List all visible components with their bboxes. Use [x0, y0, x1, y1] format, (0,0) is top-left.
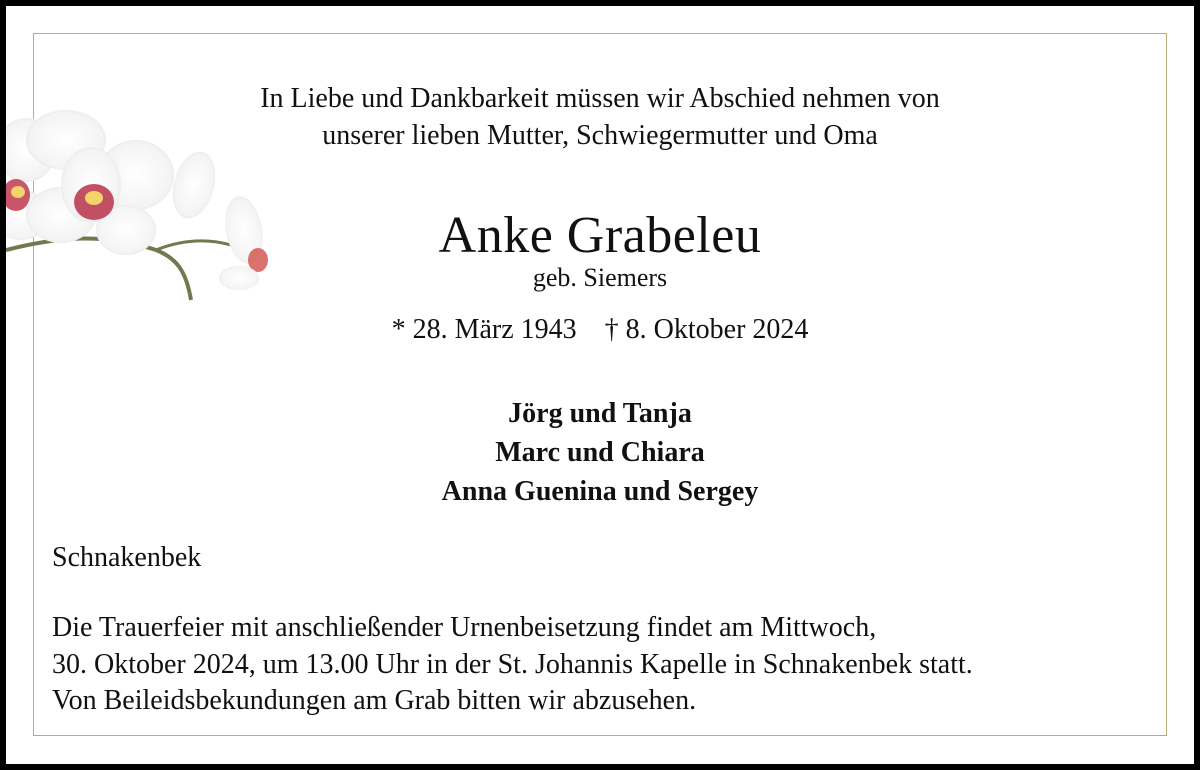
- ceremony-line-1: Die Trauerfeier mit anschließender Urnenbeisetzung findet am Mittwoch,: [52, 612, 877, 643]
- family-member: Marc und Chiara: [495, 437, 705, 468]
- intro-line-1: In Liebe und Dankbarkeit müssen wir Abschied nehmen von: [260, 83, 940, 114]
- intro-line-2: unserer lieben Mutter, Schwiegermutter und Oma: [322, 120, 878, 151]
- birth-date: * 28. März 1943: [391, 314, 577, 345]
- family-member: Jörg und Tanja: [508, 398, 692, 429]
- family-list: [0, 394, 1200, 511]
- family-member: Anna Guenina und Sergey: [441, 476, 759, 507]
- intro-text: [0, 80, 1200, 154]
- place-name: Schnakenbek: [52, 542, 202, 573]
- deceased-name: Anke Grabeleu: [438, 207, 762, 264]
- ceremony-line-3: Von Beileidsbekundungen am Grab bitten wir abzusehen.: [52, 685, 697, 716]
- life-dates: [0, 312, 1200, 348]
- death-date: † 8. Oktober 2024: [604, 314, 809, 345]
- maiden-name: geb. Siemers: [532, 263, 668, 292]
- ceremony-text: [52, 610, 1162, 720]
- ceremony-line-2: 30. Oktober 2024, um 13.00 Uhr in der St. Johannis Kapelle in Schnakenbek statt.: [52, 648, 973, 680]
